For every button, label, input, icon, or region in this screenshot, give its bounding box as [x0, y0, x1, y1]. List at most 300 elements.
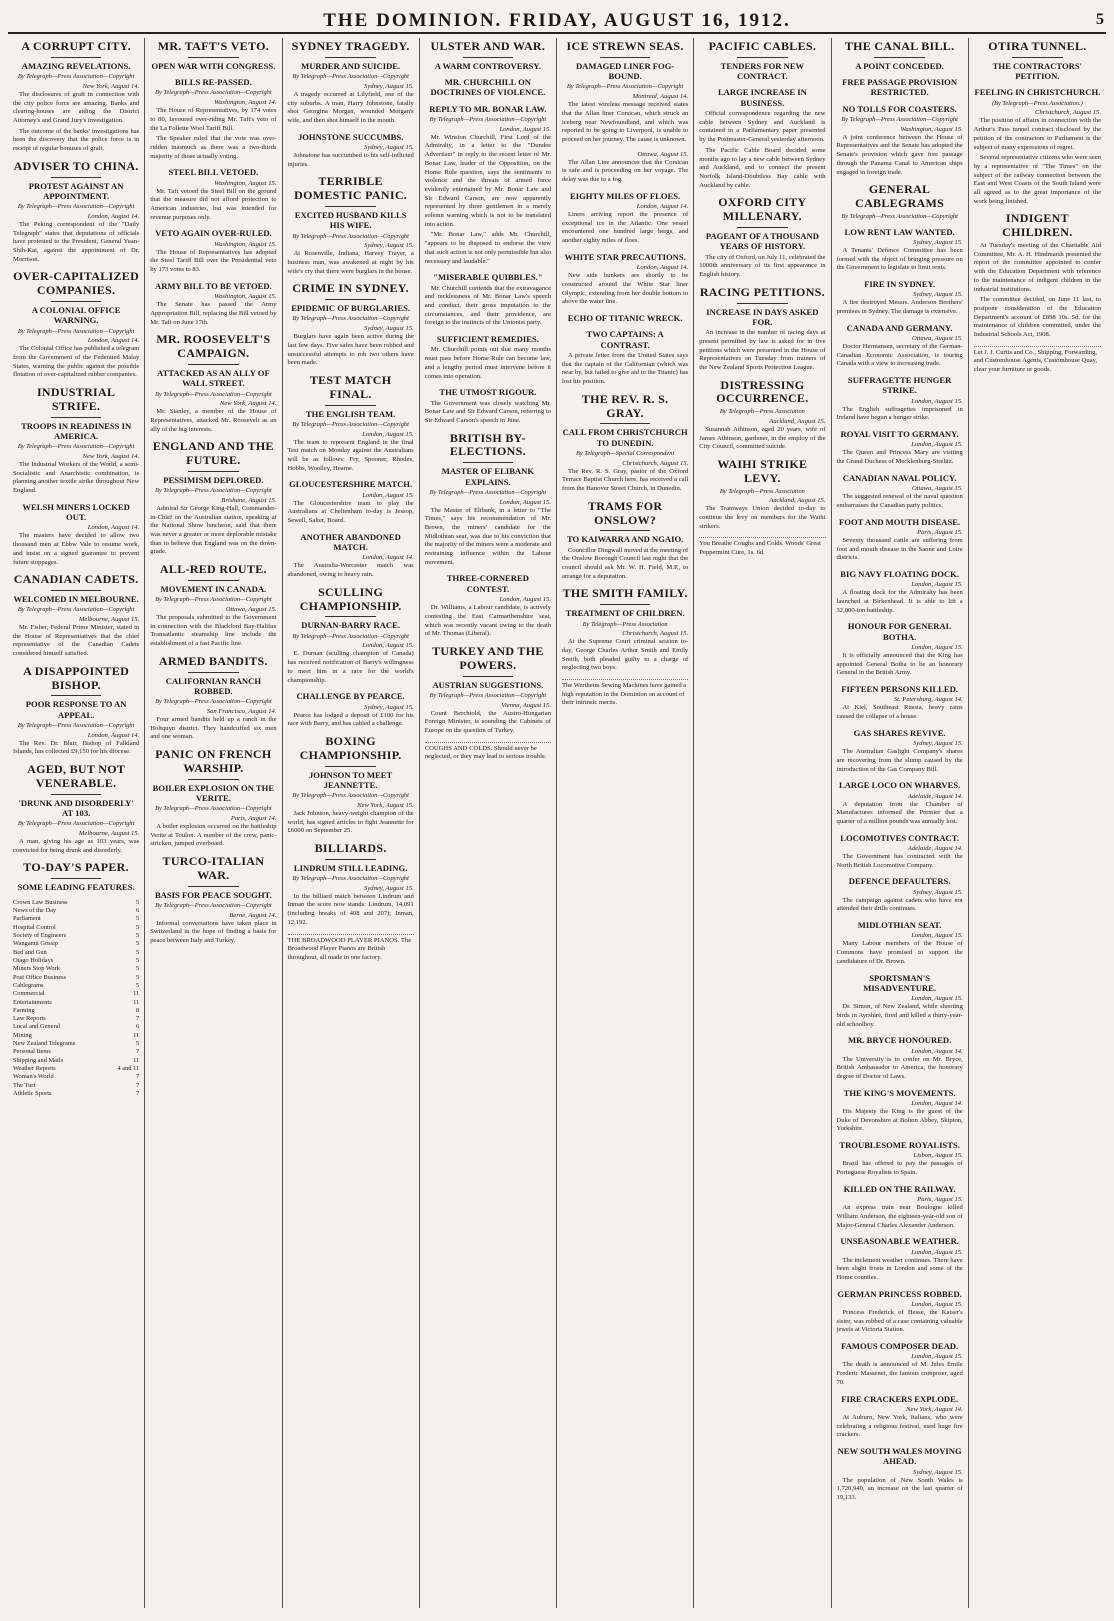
index-page: 5 — [136, 923, 140, 931]
advertisement: THE BROADWOOD PLAYER PIANOS. The Broadwood Player Pianos are British throughout, all made in one factory. — [288, 934, 414, 963]
article-paragraph: The team to represent England in the final Test match on Monday against the Australians will be as follows: Fry, Spooner, Rhodes, Hobbs, Woolley, Hearne. — [287, 438, 414, 472]
masthead-title: THE DOMINION. FRIDAY, AUGUST 16, 1912. — [323, 10, 791, 31]
rule-divider — [325, 405, 376, 406]
index-row — [13, 1073, 139, 1081]
article-paragraph: The death is announced of M. Jules Emile Frederic Massenet, the famous composer, aged 70. — [836, 1361, 963, 1386]
dateline: London, August 14. — [362, 554, 414, 562]
article-paragraph: At the Supreme Court criminal session to-day, George Charles Arthur Smith and Emily Smith, both pleaded guilty to a charge of neglecting two boys. — [562, 638, 689, 672]
article — [562, 587, 688, 673]
dateline: Sydney, August 15. — [913, 291, 963, 299]
article — [425, 334, 551, 381]
article-paragraph: The Government was closely watching Mr. Bonar Law and Sir Edward Carson, referring to Sir Edward Carson's speech in June. — [424, 399, 551, 424]
headline: ICE STREWN SEAS. — [566, 39, 684, 53]
dateline: Melbourne, August 15. — [78, 616, 140, 624]
article — [150, 563, 276, 649]
contents-index — [13, 899, 139, 1099]
index-row — [13, 1048, 139, 1056]
headline: PANIC ON FRENCH WARSHIP. — [155, 746, 272, 775]
rule-divider — [325, 299, 376, 300]
byline: By Telegraph—Press Association—Copyright — [429, 691, 547, 699]
article-paragraph: Liners arriving report the presence of exceptional ice in the Atlantic. One vessel encountered one hundred large bergs, and another eighty miles of floes. — [562, 211, 689, 245]
index-page: 4 and 11 — [117, 1065, 140, 1073]
article — [699, 458, 825, 531]
dateline: London, August 14. — [636, 203, 689, 211]
subheadline: WHITE STAR PRECAUTIONS. — [564, 251, 686, 262]
dateline: London, August 15. — [911, 644, 963, 652]
subheadline: "MISERABLE QUIBBLES." — [433, 272, 543, 283]
article — [425, 645, 551, 736]
headline: CANADIAN CADETS. — [13, 572, 139, 587]
article — [562, 500, 688, 582]
dateline: Paris, August 15. — [917, 528, 963, 536]
index-label: Entertainments — [13, 998, 52, 1006]
rule-divider — [463, 676, 514, 677]
subheadline: CALL FROM CHRISTCHURCH TO DUNEDIN. — [562, 427, 688, 448]
headline: CRIME IN SYDNEY. — [292, 281, 409, 296]
article — [837, 40, 963, 71]
index-page: 5 — [136, 948, 140, 956]
dateline: Washington, August 14. — [214, 99, 277, 107]
headline: ALL-RED ROUTE. — [159, 562, 267, 577]
article-paragraph: Mr. Stanley, a member of the House of Representatives, attacked Mr. Roosevelt as an ally of the big interests. — [150, 408, 277, 433]
index-row — [13, 990, 139, 998]
subheadline: EIGHTY MILES OF FLOES. — [570, 190, 681, 201]
dateline: London, August 15. — [911, 581, 963, 589]
article-paragraph: E. Durnan (sculling champion of Canada) has received notification of Barry's willingness to meet him in a race for the world's championship. — [287, 650, 414, 684]
article-paragraph: Mr. Churchill points out that many months must pass before Home Rule can become law, and a lengthy period must intervene before it comes into operation. — [424, 346, 551, 380]
column-2 — [145, 38, 282, 1608]
article — [425, 40, 551, 71]
article — [13, 502, 139, 567]
dateline: Auckland, August 15. — [769, 497, 826, 505]
article-paragraph: The Australia-Worcester match was abandoned, owing to heavy rain. — [287, 562, 414, 579]
subheadline: TROUBLESOME ROYALISTS. — [839, 1140, 960, 1151]
article-paragraph: The Rev. R. S. Gray, pastor of the Oxford Terrace Baptist Church here, has received a call from the Hanover Street Church, in Dunedin. — [562, 467, 689, 493]
index-page: 11 — [133, 998, 140, 1006]
byline: By Telegraph—Press Association—Copyright — [841, 212, 958, 220]
subheadline: LOW RENT LAW WANTED. — [844, 226, 955, 237]
advertisement: You Breathe Coughs and Colds. Woods' Great Peppermint Cure, 1s. 6d. — [699, 537, 825, 557]
dateline: St. Petersburg, August 14. — [893, 696, 963, 704]
article-paragraph: At Rosenville, Indiana, Harvey Trayer, a business man, was awakened at night by his wife's cry that there were burglars in the house. — [287, 250, 414, 275]
index-label: Personal Items — [13, 1048, 51, 1056]
article — [150, 40, 276, 71]
rule-divider — [600, 57, 651, 58]
rule-divider — [51, 301, 102, 302]
rule-divider — [188, 886, 239, 887]
subheadline: SOME LEADING FEATURES. — [17, 882, 135, 893]
article-paragraph: A private letter from the United States says that the captain of the Californian (which was near by, but failed to give aid to the Titanic) has lost his position. — [562, 351, 689, 386]
dateline: London, August 15. — [911, 932, 963, 940]
subheadline: WELSH MINERS LOCKED OUT. — [22, 501, 130, 523]
column-1 — [8, 38, 145, 1608]
article — [288, 175, 414, 276]
dateline: Auckland, August 15. — [769, 417, 826, 425]
column-7 — [832, 38, 969, 1608]
subheadline: GAS SHARES REVIVE. — [853, 727, 946, 738]
byline: By Telegraph—Press Association—Copyright — [292, 875, 409, 883]
article — [837, 833, 963, 871]
index-label: Commercial — [13, 990, 45, 998]
headline: MR. TAFT'S VETO. — [157, 39, 270, 53]
article — [150, 855, 276, 946]
article — [288, 735, 414, 836]
article-paragraph: The Allan Line announces that the Corsican is safe and is proceeding on her voyage. The delay was due to a fog. — [562, 158, 689, 184]
subheadline: POOR RESPONSE TO AN APPEAL. — [25, 699, 127, 720]
dateline: Washington, August 15. — [214, 179, 277, 187]
dateline: Vienna, August 15. — [501, 701, 551, 709]
article-paragraph: Brazil has offered to pay the passages of Portuguese Royalists to Spain. — [836, 1160, 963, 1177]
headline: OVER-CAPITALIZED COMPANIES. — [13, 269, 140, 298]
subheadline: EPIDEMIC OF BURGLARIES. — [291, 303, 411, 314]
rule-divider — [325, 616, 376, 617]
subheadline: FIRE IN SYDNEY. — [864, 278, 936, 289]
headline: THE REV. R. S. GRAY. — [581, 391, 669, 420]
index-page: 5 — [136, 981, 140, 989]
subheadline: TROOPS IN READINESS IN AMERICA. — [21, 420, 132, 441]
article-paragraph: The Senate has passed the Army Appropriation Bill, replacing the Bill vetoed by Mr. Taft on June 17th. — [150, 301, 277, 326]
dateline: Sydney, August 15. — [913, 238, 963, 246]
subheadline: ARMY BILL TO BE VETOED. — [154, 280, 272, 291]
subheadline: ROYAL VISIT TO GERMANY. — [840, 429, 959, 440]
subheadline: LINDRUM STILL LEADING. — [293, 862, 408, 873]
dateline: London, August 15. — [499, 125, 551, 133]
rule-divider — [600, 530, 651, 531]
subheadline: DAMAGED LINER FOG-BOUND. — [575, 60, 675, 82]
index-page: 5 — [136, 940, 140, 948]
subheadline: MR. BRYCE HONOURED. — [847, 1035, 952, 1046]
index-label: Cablegrams — [13, 981, 44, 989]
article-paragraph: The suggested renewal of the naval question embarrasses the Canadian party politics. — [836, 493, 963, 509]
rule-divider — [325, 57, 376, 58]
article-paragraph: The House of Representatives has adopted the Steel Tariff Bill over the Presidential veto by 173 votes to 83. — [150, 248, 277, 274]
article — [837, 279, 963, 317]
article-paragraph: Mr. Fisher, Federal Prime Minister, stated in the House of Representatives that the chief representative of the Canadian Cadets considered himself satisfied. — [13, 624, 140, 658]
subheadline: GLOUCESTERSHIRE MATCH. — [289, 479, 413, 490]
subheadline: MASTER OF ELIBANK EXPLAINS. — [441, 466, 535, 487]
headline: MR. ROOSEVELT'S CAMPAIGN. — [156, 332, 271, 361]
headline: A DISAPPOINTED BISHOP. — [23, 663, 130, 692]
subheadline: AUSTRIAN SUGGESTIONS. — [432, 679, 544, 690]
article-paragraph: In the billiard match between Lindrum and Inman the score now stands: Lindrum, 14,091 (including breaks of 408 and 207); Inman, 12,192. — [287, 892, 414, 926]
article — [425, 387, 551, 425]
rule-divider — [1012, 57, 1063, 58]
byline: By Telegraph—Press Association—Copyright — [155, 487, 272, 495]
index-page: 5 — [136, 956, 140, 964]
rule-divider — [737, 227, 788, 228]
subheadline: REPLY TO MR. BONAR LAW. — [429, 103, 547, 114]
subheadline: TO KAIWARRA AND NGAIO. — [566, 534, 684, 545]
index-page: 8 — [136, 1006, 140, 1014]
byline: By Telegraph—Press Association—Copyright — [841, 116, 958, 124]
rule-divider — [463, 57, 514, 58]
headline: BOXING CHAMPIONSHIP. — [299, 733, 402, 762]
column-8 — [969, 38, 1106, 1608]
dateline: New York, August 15. — [357, 801, 414, 809]
dateline: New York, August 14. — [82, 82, 140, 90]
index-page: 5 — [136, 898, 140, 906]
subheadline: TENDERS FOR NEW CONTRACT. — [720, 60, 805, 82]
headline: ADVISER TO CHINA. — [13, 158, 139, 173]
byline: By Telegraph—Press Association—Copyright — [17, 443, 135, 451]
index-page: 5 — [136, 965, 140, 973]
index-page: 6 — [136, 1023, 140, 1031]
byline: By Telegraph—Press Association—Copyright — [292, 73, 409, 81]
dateline: London, August 14. — [636, 264, 689, 272]
article-paragraph: The Rev. Dr. Blair, Bishop of Falkland Islands, has collected £9,150 for his diocese. — [13, 739, 140, 756]
dateline: Washington, August 15. — [214, 240, 277, 248]
headline: ARMED BANDITS. — [158, 653, 268, 668]
subheadline: HONOUR FOR GENERAL BOTHA. — [847, 621, 952, 642]
dateline: Melbourne, August 15. — [78, 830, 140, 838]
index-label: Bed and Gun — [13, 948, 47, 956]
article — [150, 655, 276, 742]
article-paragraph: Johnstone has succumbed to his self-inflicted injuries. — [287, 151, 414, 168]
byline: By Telegraph—Press Association—Copyright — [17, 722, 135, 730]
article — [562, 151, 688, 185]
dateline: Sydney, August 15. — [913, 1468, 963, 1476]
article-paragraph: His Majesty the King is the guest of the Duke of Devonshire at Bolton Abbey, Skipton, Yorkshire. — [836, 1108, 963, 1133]
index-page: 7 — [136, 1081, 140, 1089]
index-row — [13, 957, 139, 965]
index-row — [13, 999, 139, 1007]
rule-divider — [188, 364, 239, 365]
dateline: London, August 15. — [911, 1301, 963, 1309]
headline: PACIFIC CABLES. — [708, 39, 817, 53]
headline: THE CANAL BILL. — [844, 39, 955, 53]
article-paragraph: A fire destroyed Messrs. Anderson Brothers' premises in Sydney. The damage is extensive. — [836, 299, 963, 315]
article — [150, 228, 276, 274]
article — [288, 842, 414, 928]
byline: By Telegraph—Press Association—Copyright — [17, 203, 135, 211]
article-paragraph: Many Labour members of the House of Commons have promised to support the candidature of Dr. Brown. — [836, 940, 963, 965]
article — [288, 479, 414, 525]
dateline: Sydney, August 15. — [364, 703, 414, 711]
index-label: Otago Holidays — [13, 956, 54, 964]
rule-divider — [600, 604, 651, 605]
article — [150, 77, 276, 161]
index-label: Local and General — [13, 1023, 61, 1031]
headline: OTIRA TUNNEL. — [988, 39, 1087, 53]
article — [288, 586, 414, 685]
rule-divider — [188, 580, 239, 581]
advertisement: The Wertheim Sewing Machines have gained a high reputation in the Dominion on account of their intrinsic merits. — [562, 679, 688, 708]
column-4 — [420, 38, 557, 1608]
article — [699, 196, 825, 279]
rule-divider — [188, 471, 239, 472]
rule-divider — [51, 590, 102, 591]
index-page: 5 — [136, 973, 140, 981]
index-label: Weather Reports — [13, 1065, 56, 1073]
headline: INDUSTRIAL STRIFE. — [36, 385, 116, 413]
article-paragraph: The Australian Gaslight Company's shares are recovering from the slump caused by the introduction of the Gas Company Bill. — [836, 748, 963, 773]
dateline: London, August 15. — [362, 430, 414, 438]
index-page: 7 — [136, 1048, 140, 1056]
article — [425, 432, 551, 568]
byline: By Telegraph—Press Association—Copyright — [17, 73, 135, 81]
article-paragraph: Mr. Winston Churchill, First Lord of the Admiralty, in a letter to the "Dundee Advertiser" in reply to the recent letter of Mr. Bonar Law, leader of the Opposition, on the Home Rule question, says the sentiments to violence and the threats of armed force evidently entertained by Mr. Bonar Law and Sir Edward Carson, are now apparently represented by three gentlemen in a merely solemn warning which is not to be translated into action. — [424, 133, 551, 228]
article-paragraph: The latest wireless message received states that the Allan liner Corsican, which struck an iceberg near Newfoundland, and which was reported to be going to Liverpool, is unable to proceed on her journey. The cause is unknown. — [562, 101, 689, 143]
article — [699, 87, 825, 190]
article-paragraph: Informal conversations have taken place in Switzerland in the hope of finding a basis for peace between Italy and Turkey. — [150, 919, 277, 944]
dateline: New York, August 14. — [906, 1405, 963, 1413]
article — [699, 286, 825, 373]
rule-divider — [188, 57, 239, 58]
subheadline: FOOT AND MOUTH DISEASE. — [839, 516, 961, 527]
article-paragraph: At Tuesday's meeting of the Charitable Aid Committee, Mr. A. H. Hindmarsh presented the report of the committee appointed to confer with the Education Department with reference to the maintenance of indigent children in the industrial institutions. — [973, 242, 1101, 293]
article — [562, 252, 688, 307]
article — [425, 272, 551, 328]
index-label: Mining — [13, 1031, 32, 1039]
byline: By Telegraph—Press Association—Copyright — [155, 901, 272, 909]
article-paragraph: Four armed bandits held up a ranch in the Holtquyn district. They handcuffed six men and one woman. — [150, 715, 277, 741]
dateline: Ottawa, August 15. — [911, 334, 963, 342]
byline: By Telegraph—Press Association — [582, 620, 668, 628]
dateline: Sydney, August 15. — [364, 242, 414, 250]
headline: TO-DAY'S PAPER. — [23, 860, 129, 875]
subheadline: FREE PASSAGE PROVISION RESTRICTED. — [842, 77, 958, 98]
article-paragraph: At Kiel, Southeast Russia, heavy rains caused the collapse of a house. — [836, 704, 963, 721]
article — [425, 104, 551, 267]
dateline: Sydney, August 15. — [913, 888, 963, 896]
article — [699, 40, 825, 81]
article-paragraph: New side bunkers are shortly to be constructed around the White Star liner Olympic, extending from her double bottom to above the water line. — [562, 272, 689, 306]
subheadline: BILLS RE-PASSED. — [175, 77, 252, 88]
subheadline: DEFENCE DEFAULTERS. — [848, 876, 951, 887]
article-paragraph: The English suffragettes imprisoned in Ireland have begun a hunger strike. — [836, 405, 963, 422]
dateline: Brisbane, August 15. — [221, 496, 277, 504]
rule-divider — [737, 303, 788, 304]
article — [974, 212, 1101, 339]
index-row — [13, 982, 139, 990]
subheadline: STEEL BILL VETOED. — [168, 167, 259, 178]
index-row — [13, 1032, 139, 1040]
column-5 — [557, 38, 694, 1608]
byline: By Telegraph—Special Correspondent — [576, 449, 675, 457]
dateline: Washington, August 15. — [900, 125, 963, 133]
article-paragraph: The House of Representatives, by 174 votes to 80, favoured over-riding Mr. Taft's veto of the La Follette Wool Tariff Bill. — [150, 107, 277, 132]
article-paragraph: Councillor Dingwall moved at the meeting of the Onslow Borough Council last night that the council should ask Mr. W. H. Field, M.P., to arrange for a deputation. — [562, 546, 689, 580]
article — [837, 1236, 963, 1282]
subheadline: JOHNSTONE SUCCUMBS. — [297, 131, 404, 142]
article — [562, 40, 688, 145]
column-6 — [694, 38, 831, 1608]
subheadline: WELCOMED IN MELBOURNE. — [13, 594, 139, 605]
article — [837, 1289, 963, 1335]
dateline: Washington, August 15. — [214, 293, 277, 301]
byline: By Telegraph—Press Association—Copyright — [155, 390, 272, 398]
rule-divider — [51, 695, 102, 696]
article — [837, 920, 963, 966]
article-paragraph: Jack Johnson, heavy-weight champion of the world, has signed articles to fight Jeannette for £6000 on September 25. — [287, 809, 414, 835]
index-label: New Zealand Telegrams — [13, 1040, 76, 1048]
subheadline: THE UTMOST RIGOUR. — [439, 387, 537, 398]
article — [288, 691, 414, 729]
article — [562, 191, 688, 246]
index-page: 11 — [133, 1056, 140, 1064]
dateline: London, August 14. — [87, 337, 140, 345]
article — [974, 87, 1101, 206]
article — [837, 183, 963, 220]
index-label: Woman's World — [13, 1073, 54, 1081]
index-page: 5 — [136, 931, 140, 939]
article-paragraph: A deputation from the Chamber of Manufactures informed the Premier that a quarter of a million pounds was annually lost. — [836, 800, 963, 825]
index-label: Parliament — [13, 915, 41, 923]
rule-divider — [463, 462, 514, 463]
dateline: London, August 15. — [362, 491, 414, 499]
index-row — [13, 924, 139, 932]
index-row — [13, 899, 139, 907]
headline: BRITISH BY-ELECTIONS. — [449, 430, 526, 459]
subheadline: BASIS FOR PEACE SOUGHT. — [154, 889, 272, 900]
dateline: London, August 15. — [911, 1353, 963, 1361]
index-label: Farming — [13, 1006, 35, 1014]
article — [13, 40, 139, 154]
headline: TERRIBLE DOMESTIC PANIC. — [294, 174, 408, 203]
byline: By Telegraph—Press Association—Copyright — [155, 805, 272, 813]
article — [13, 861, 139, 892]
subheadline: MURDER AND SUICIDE. — [301, 60, 401, 71]
dateline: Sydney, August 15. — [364, 325, 414, 333]
dateline: Lisbon, August 15. — [913, 1152, 963, 1160]
article-paragraph: The city of Oxford, on July 11, celebrated the 1000th anniversary of its first appearance in English history. — [699, 253, 826, 278]
article — [837, 728, 963, 774]
article-paragraph: Seventy thousand cattle are suffering from foot and mouth disease in the Saone and Loire districts. — [836, 536, 963, 562]
article-paragraph: Pearce has lodged a deposit of £100 for his race with Barry, and has cabled a challenge. — [287, 711, 414, 728]
article-paragraph: The inclement weather continues. There have been slight frosts in London and some of the Home counties. — [836, 1256, 963, 1281]
article-paragraph: The Government has contracted with the North British Locomotive Company. — [836, 853, 963, 869]
subheadline: PAGEANT OF A THOUSAND YEARS OF HISTORY. — [705, 230, 819, 252]
byline: By Telegraph—Press Association—Copyright — [155, 89, 272, 97]
article — [837, 1341, 963, 1387]
subheadline: 'DRUNK AND DISORDERLY' AT 103. — [18, 797, 134, 819]
byline: (By Telegraph—Press Association.) — [991, 99, 1083, 107]
dateline: Ottawa, August 15. — [911, 485, 963, 493]
advertisement: COUGHS AND COLDS. Should never be neglected, or they may lead to serious trouble. — [425, 742, 551, 762]
subheadline: SPORTSMAN'S MISADVENTURE. — [863, 972, 937, 993]
subheadline: AMAZING REVELATIONS. — [21, 60, 131, 71]
article — [13, 270, 139, 380]
dateline: London, August 14. — [911, 1047, 963, 1055]
subheadline: ANOTHER ABANDONED MATCH. — [300, 531, 401, 553]
article — [150, 281, 276, 327]
subheadline: ATTACKED AS AN ALLY OF WALL STREET. — [157, 367, 270, 389]
headline: AGED, BUT NOT VENERABLE. — [27, 762, 126, 790]
subheadline: FIFTEEN PERSONS KILLED. — [841, 684, 958, 695]
byline: By Telegraph—Press Association—Copyright — [292, 792, 409, 800]
index-row — [13, 940, 139, 948]
index-row — [13, 974, 139, 982]
subheadline: DURNAN-BARRY RACE. — [301, 620, 400, 631]
subheadline: TWO CAPTAINS: A CONTRAST. — [586, 329, 664, 350]
subheadline: SUFFICIENT REMEDIES. — [436, 334, 539, 345]
byline: By Telegraph—Press Association—Copyright — [17, 820, 135, 828]
index-label: News of the Day — [13, 906, 57, 914]
article-paragraph: The Speaker ruled that the vote was over-ridden inasmuch as there was a two-thirds majority of those actually voting. — [150, 135, 277, 160]
article — [837, 1140, 963, 1178]
dateline: London, August 15. — [499, 596, 551, 604]
article — [837, 227, 963, 273]
dateline: Christchurch, August 15. — [622, 459, 689, 467]
subheadline: THE CONTRACTORS' PETITION. — [992, 60, 1083, 82]
article-paragraph: The Colonial Office has published a telegram from the Government of the Federated Malay States, warning the public against the possible flotation of over-capitalized rubber companies. — [13, 345, 140, 379]
rule-divider — [51, 57, 102, 58]
subheadline: CALIFORNIAN RANCH ROBBED. — [165, 675, 261, 696]
subheadline: BOILER EXPLOSION ON THE VERITE. — [152, 782, 275, 803]
index-label: Society of Engineers — [13, 931, 67, 939]
subheadline: THE KING'S MOVEMENTS. — [843, 1087, 956, 1098]
article — [837, 77, 963, 98]
